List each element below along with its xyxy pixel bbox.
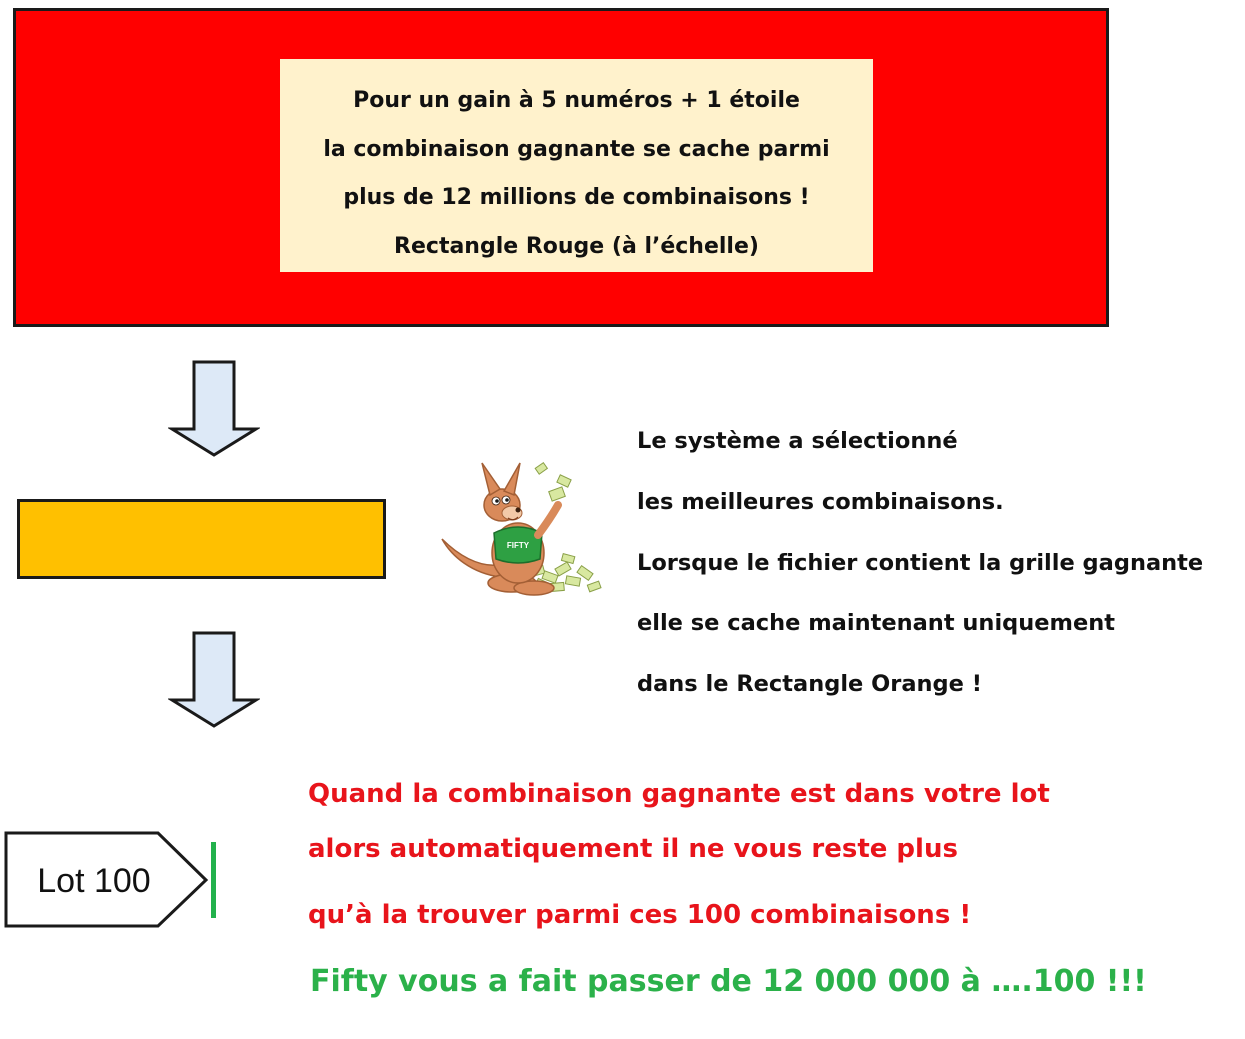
info-line-2: les meilleures combinaisons. bbox=[637, 488, 1004, 515]
info-line-5: dans le Rectangle Orange ! bbox=[637, 671, 983, 698]
fifty-summary: Fifty vous a fait passer de 12 000 000 à ….100 !!! bbox=[310, 964, 1147, 999]
note-line-3: plus de 12 millions de combinaisons ! bbox=[343, 185, 810, 210]
conclusion-line-3: qu’à la trouver parmi ces 100 combinaisons ! bbox=[308, 900, 972, 930]
note-line-2: la combinaison gagnante se cache parmi bbox=[323, 136, 830, 162]
info-line-3: Lorsque le fichier contient la grille gagnante bbox=[637, 549, 1204, 576]
lot-marker bbox=[211, 842, 216, 918]
down-arrow-icon bbox=[168, 360, 260, 458]
info-paragraph bbox=[637, 416, 1203, 720]
note-line-1: Pour un gain à 5 numéros + 1 étoile bbox=[353, 88, 800, 113]
down-arrow-icon bbox=[168, 631, 260, 729]
red-rectangle-note bbox=[280, 59, 873, 272]
conclusion-line-2: alors automatiquement il ne vous reste plus bbox=[308, 834, 958, 864]
note-line-4: Rectangle Rouge (à l’échelle) bbox=[394, 233, 759, 259]
lot-label: Lot 100 bbox=[37, 862, 151, 900]
conclusion-line-1: Quand la combinaison gagnante est dans votre lot bbox=[308, 779, 1050, 809]
svg-text:FIFTY: FIFTY bbox=[506, 541, 530, 550]
info-line-4: elle se cache maintenant uniquement bbox=[637, 610, 1116, 637]
info-line-1: Le système a sélectionné bbox=[637, 428, 958, 454]
orange-rectangle bbox=[17, 499, 386, 579]
kangaroo-icon bbox=[438, 455, 603, 605]
